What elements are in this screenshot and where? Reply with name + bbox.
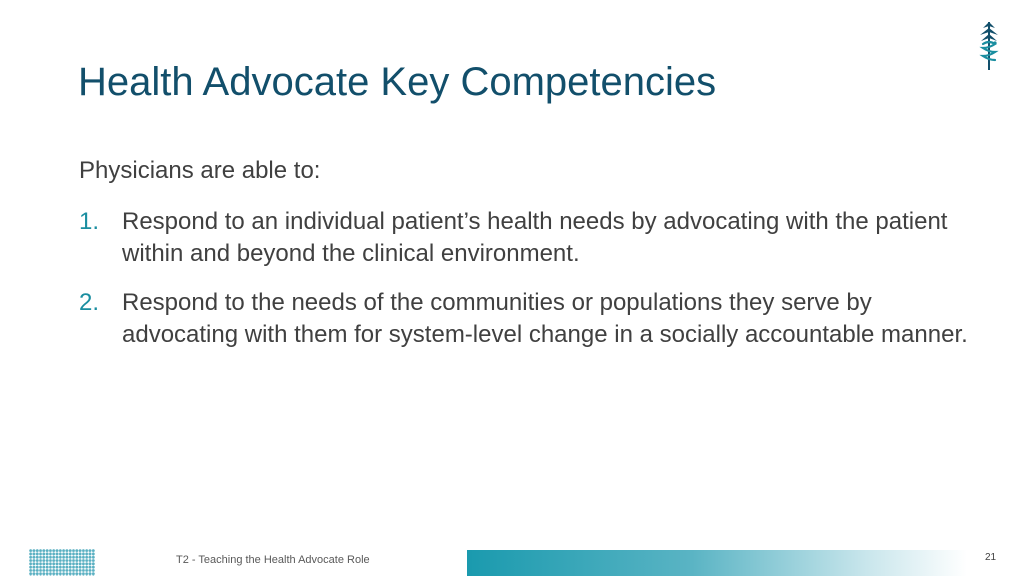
competency-list [79, 206, 969, 368]
footer-text: T2 - Teaching the Health Advocate Role [176, 554, 370, 566]
list-item-number: 1. [79, 208, 100, 235]
list-item-number: 2. [79, 289, 100, 316]
list-item-text: Respond to an individual patient’s health needs by advocating with the patient within and beyond the clinical environment. [122, 208, 948, 267]
intro-text: Physicians are able to: [79, 157, 321, 184]
slide-title: Health Advocate Key Competencies [78, 60, 717, 104]
caduceus-tree-logo-icon [975, 16, 1003, 72]
list-item-text: Respond to the needs of the communities or populations they serve by advocating with them for system-level change in a socially accountable manner. [122, 289, 968, 348]
footer-gradient-bar [467, 550, 967, 576]
footer-dot-pattern [29, 549, 95, 576]
page-number: 21 [985, 552, 997, 563]
list-item [79, 287, 969, 351]
list-item [79, 206, 969, 270]
